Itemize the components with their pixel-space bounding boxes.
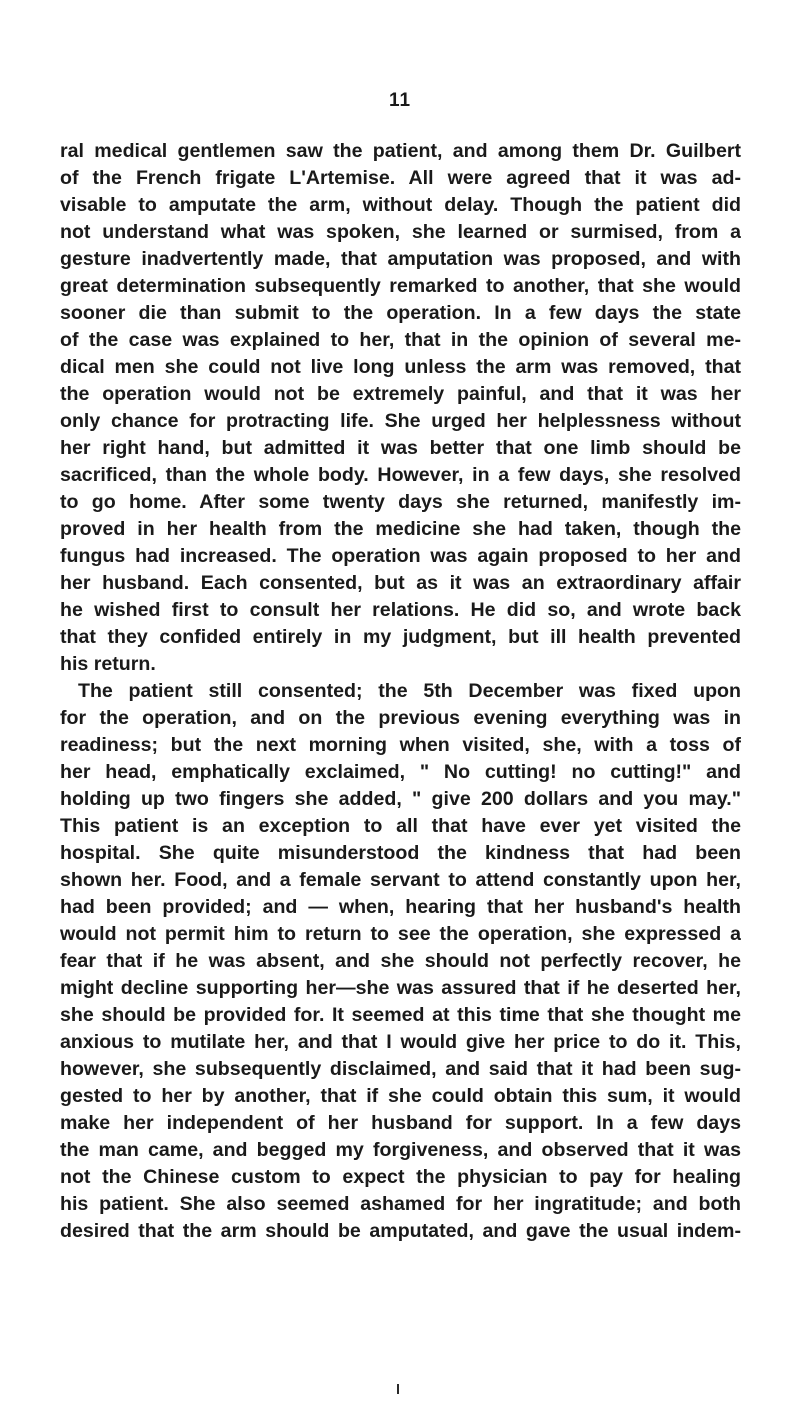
text-line: shown her. Food, and a female servant to attend constantly upon her, bbox=[60, 869, 741, 891]
text-line: her husband. Each consented, but as it was an extraordinary affair bbox=[60, 572, 741, 594]
text-line: fear that if he was absent, and she should not perfectly recover, he bbox=[60, 950, 741, 972]
text-line: her head, emphatically exclaimed, " No cutting! no cutting!" and bbox=[60, 761, 741, 783]
text-line: not understand what was spoken, she learned or surmised, from a bbox=[60, 221, 741, 243]
text-line: however, she subsequently disclaimed, and said that it had been sug- bbox=[60, 1058, 741, 1080]
body-text bbox=[60, 138, 741, 1245]
text-line: make her independent of her husband for support. In a few days bbox=[60, 1112, 741, 1134]
text-line: only chance for protracting life. She urged her helplessness without bbox=[60, 410, 741, 432]
text-line: of the French frigate L'Artemise. All were agreed that it was ad- bbox=[60, 167, 741, 189]
text-line: not the Chinese custom to expect the physician to pay for healing bbox=[60, 1166, 741, 1188]
text-line: of the case was explained to her, that in the opinion of several me- bbox=[60, 329, 741, 351]
text-line: for the operation, and on the previous evening everything was in bbox=[60, 707, 741, 729]
text-line: sacrificed, than the whole body. However, in a few days, she resolved bbox=[60, 464, 741, 486]
text-line: might decline supporting her—she was assured that if he deserted her, bbox=[60, 977, 741, 999]
text-line: gesture inadvertently made, that amputation was proposed, and with bbox=[60, 248, 741, 270]
page-number: 11 bbox=[388, 90, 412, 111]
text-line: readiness; but the next morning when visited, she, with a toss of bbox=[60, 734, 741, 756]
scan-mark bbox=[397, 1384, 399, 1394]
text-line: sooner die than submit to the operation. In a few days the state bbox=[60, 302, 741, 324]
text-line: holding up two fingers she added, " give 200 dollars and you may." bbox=[60, 788, 741, 810]
text-line: to go home. After some twenty days she returned, manifestly im- bbox=[60, 491, 741, 513]
text-line: anxious to mutilate her, and that I would give her price to do it. This, bbox=[60, 1031, 741, 1053]
text-line: fungus had increased. The operation was again proposed to her and bbox=[60, 545, 741, 567]
text-line: would not permit him to return to see the operation, she expressed a bbox=[60, 923, 741, 945]
text-line: the man came, and begged my forgiveness, and observed that it was bbox=[60, 1139, 741, 1161]
text-line: great determination subsequently remarked to another, that she would bbox=[60, 275, 741, 297]
text-line: that they confided entirely in my judgment, but ill health prevented bbox=[60, 626, 741, 648]
text-line: she should be provided for. It seemed at this time that she thought me bbox=[60, 1004, 741, 1026]
text-line: visable to amputate the arm, without delay. Though the patient did bbox=[60, 194, 741, 216]
text-line: ral medical gentlemen saw the patient, and among them Dr. Guilbert bbox=[60, 140, 741, 162]
text-line: her right hand, but admitted it was better that one limb should be bbox=[60, 437, 741, 459]
text-line: the operation would not be extremely painful, and that it was her bbox=[60, 383, 741, 405]
text-line: his patient. She also seemed ashamed for her ingratitude; and both bbox=[60, 1193, 741, 1215]
text-line: had been provided; and — when, hearing that her husband's health bbox=[60, 896, 741, 918]
text-line: hospital. She quite misunderstood the kindness that had been bbox=[60, 842, 741, 864]
text-line: he wished first to consult her relations. He did so, and wrote back bbox=[60, 599, 741, 621]
text-line: dical men she could not live long unless the arm was removed, that bbox=[60, 356, 741, 378]
text-line: desired that the arm should be amputated, and gave the usual indem- bbox=[60, 1220, 741, 1242]
text-line: proved in her health from the medicine she had taken, though the bbox=[60, 518, 741, 540]
text-line: his return. bbox=[60, 653, 156, 675]
text-line: The patient still consented; the 5th December was fixed upon bbox=[78, 680, 741, 702]
text-line: This patient is an exception to all that have ever yet visited the bbox=[60, 815, 741, 837]
text-line: gested to her by another, that if she could obtain this sum, it would bbox=[60, 1085, 741, 1107]
